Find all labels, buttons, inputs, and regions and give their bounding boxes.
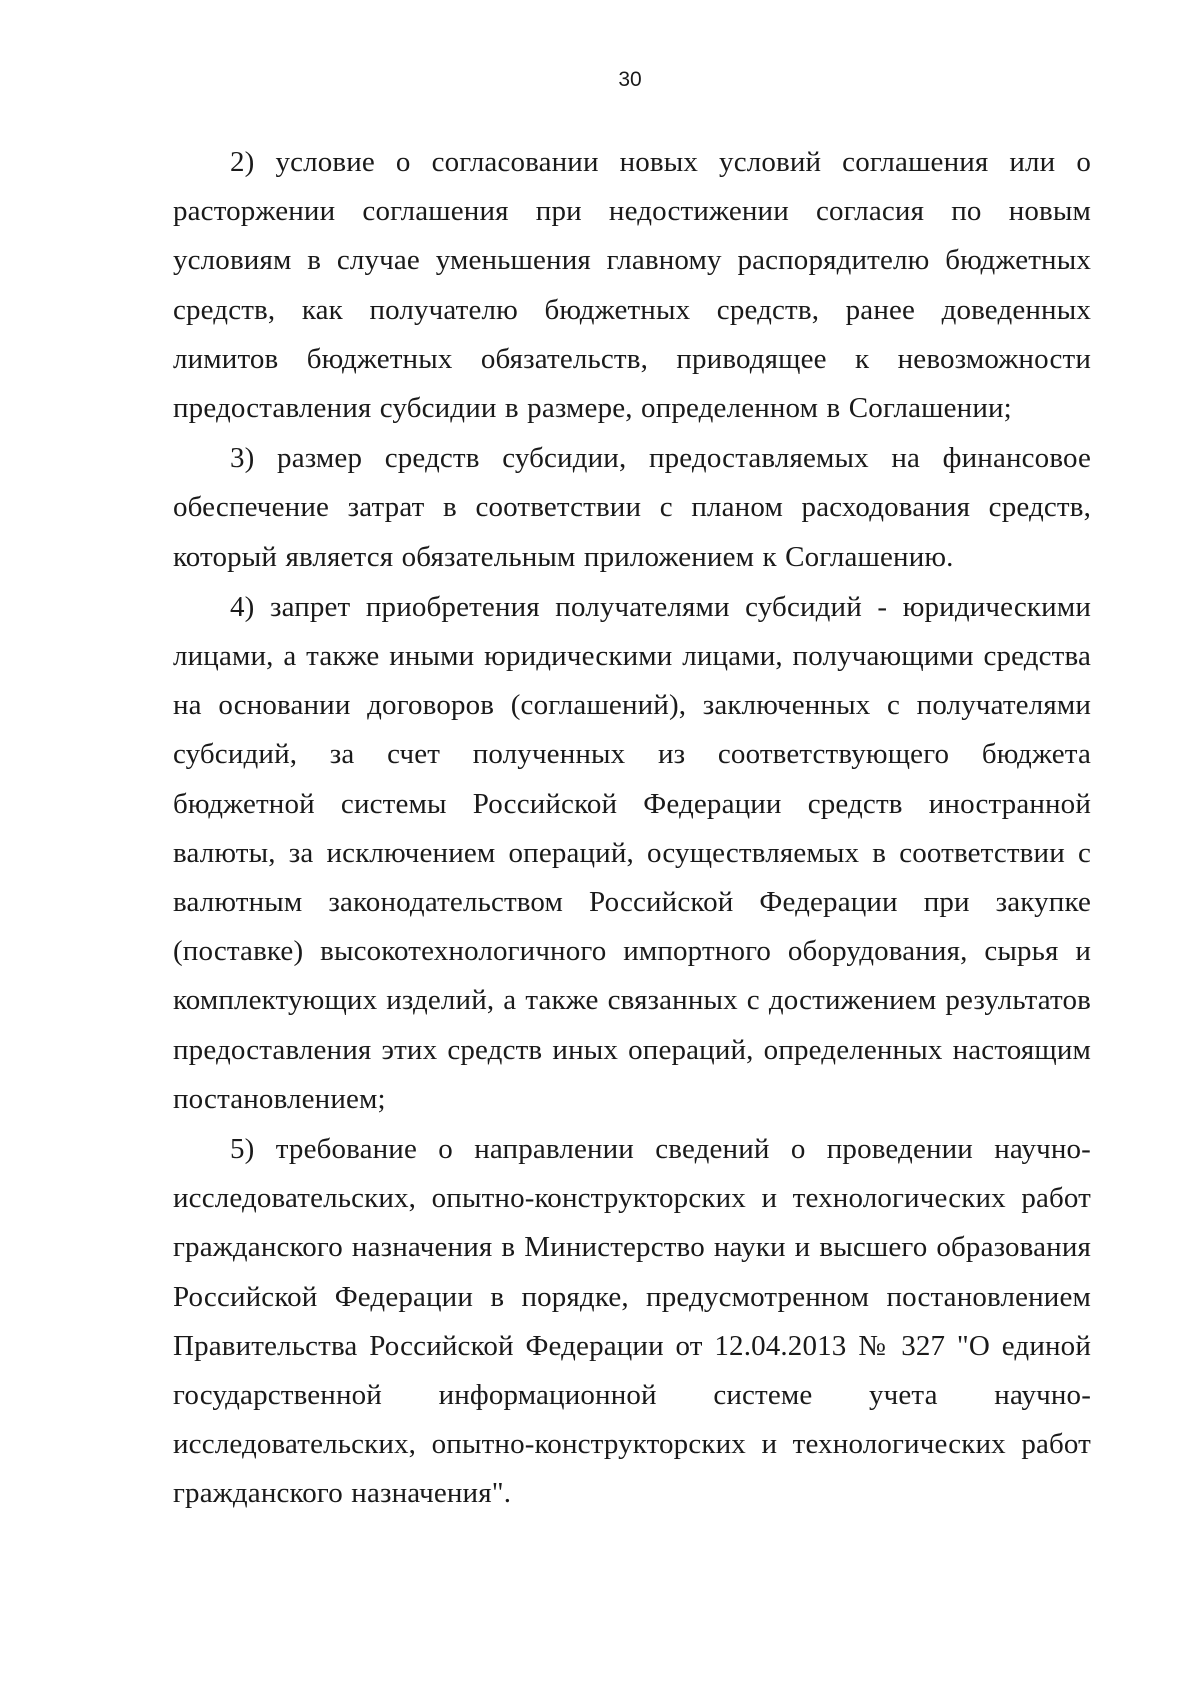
paragraph-item-4: 4) запрет приобретения получателями субсидий - юридическими лицами, а также иными юридическими лицами, получающими средства на основании договоров (соглашений), заключенных с получателями субсидий, за счет полученных из соответствующего бюджета бюджетной системы Российской Федерации средств иностранной валюты, за исключением операций, осуществляемых в соответствии с валютным законодательством Российской Федерации при закупке (поставке) высокотехнологичного импортного оборудования, сырья и комплектующих изделий, а также связанных с достижением результатов предоставления этих средств иных операций, определенных настоящим постановлением; [173,590,1091,1115]
paragraph-item-2: 2) условие о согласовании новых условий соглашения или о расторжении соглашения при недостижении согласия по новым условиям в случае уменьшения главному распорядителю бюджетных средств, как получателю бюджетных средств, ранее доведенных лимитов бюджетных обязательств, приводящее к невозможности предоставления субсидии в размере, определенном в Соглашении; [173,146,1091,425]
document-body [173,138,1091,1520]
page-number: 30 [618,68,642,91]
paragraph-item-3: 3) размер средств субсидии, предоставляемых на финансовое обеспечение затрат в соответствии с планом расходования средств, который является обязательным приложением к Соглашению. [173,442,1091,573]
paragraph-item-5: 5) требование о направлении сведений о проведении научно-исследовательских, опытно-конструкторских и технологических работ гражданского назначения в Министерство науки и высшего образования Российской Федерации в порядке, предусмотренном постановлением Правительства Российской Федерации от 12.04.2013 № 327 "О единой государственной информационной системе учета научно-исследовательских, опытно-конструкторских и технологических работ гражданского назначения". [173,1133,1091,1510]
